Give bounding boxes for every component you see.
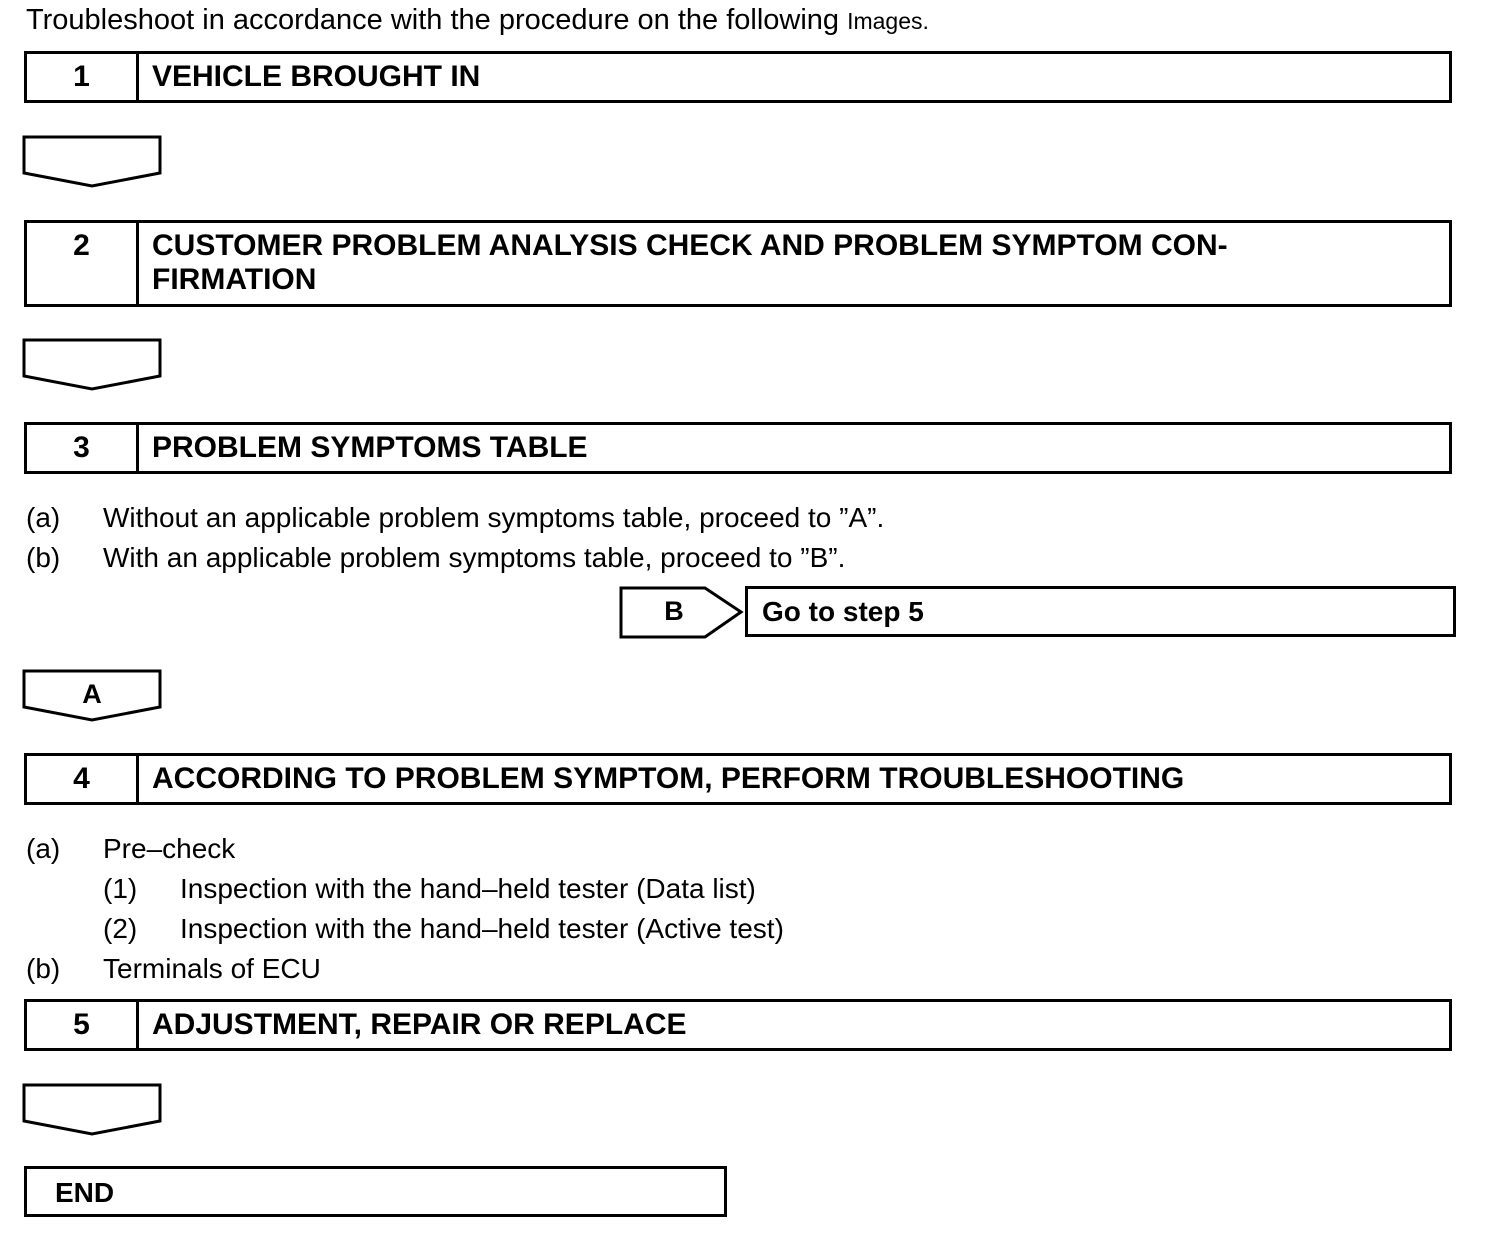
step-title: ACCORDING TO PROBLEM SYMPTOM, PERFORM TROUBLESHOOTING [152, 762, 1185, 795]
down-arrow-icon [22, 135, 162, 189]
step-number: 5 [27, 1002, 139, 1048]
step-5-box [24, 999, 1452, 1051]
step-title-line-2: FIRMATION [152, 263, 317, 296]
item-text: Pre–check [103, 833, 236, 864]
step-2-box [24, 220, 1452, 307]
step-title: VEHICLE BROUGHT IN [152, 60, 481, 93]
step-3-item-b [26, 542, 1026, 576]
item-label: (1) [103, 873, 138, 904]
step-3-item-a [26, 502, 1026, 536]
step-title [139, 223, 1449, 304]
down-arrow-icon [22, 1083, 162, 1137]
step-title-line-1: CUSTOMER PROBLEM ANALYSIS CHECK AND PROBLEM SYMPTOM CON- [152, 229, 1228, 262]
item-text: Inspection with the hand–held tester (Active test) [180, 913, 784, 944]
item-text: Without an applicable problem symptoms table, proceed to ”A”. [103, 502, 885, 533]
item-text: Terminals of ECU [103, 953, 321, 984]
intro-text [26, 4, 929, 37]
step-number: 1 [27, 54, 139, 100]
item-label: (b) [26, 953, 61, 984]
branch-b-label: B [664, 596, 684, 626]
step-4-item-a [26, 833, 926, 867]
step-number: 3 [27, 425, 139, 471]
intro-main: Troubleshoot in accordance with the procedure on the following [26, 4, 848, 36]
step-number: 2 [27, 223, 139, 304]
step-title: PROBLEM SYMPTOMS TABLE [152, 431, 588, 464]
step-1-box [24, 51, 1452, 103]
item-text: With an applicable problem symptoms table, proceed to ”B”. [103, 542, 846, 573]
step-4-item-b [26, 953, 926, 987]
step-number: 4 [27, 756, 139, 802]
intro-tail: Images. [847, 8, 929, 34]
step-title: ADJUSTMENT, REPAIR OR REPLACE [152, 1008, 687, 1041]
step-4-item-a1 [103, 873, 1003, 907]
goto-step-box: Go to step 5 [745, 586, 1456, 637]
item-label: (2) [103, 913, 138, 944]
item-text: Inspection with the hand–held tester (Data list) [180, 873, 756, 904]
item-label: (a) [26, 502, 61, 533]
item-label: (b) [26, 542, 61, 573]
step-3-box [24, 422, 1452, 474]
down-arrow-icon [22, 338, 162, 392]
step-4-item-a2 [103, 913, 1003, 947]
step-4-box [24, 753, 1452, 805]
end-box: END [24, 1166, 727, 1217]
branch-a-label: A [82, 679, 102, 709]
item-label: (a) [26, 833, 61, 864]
